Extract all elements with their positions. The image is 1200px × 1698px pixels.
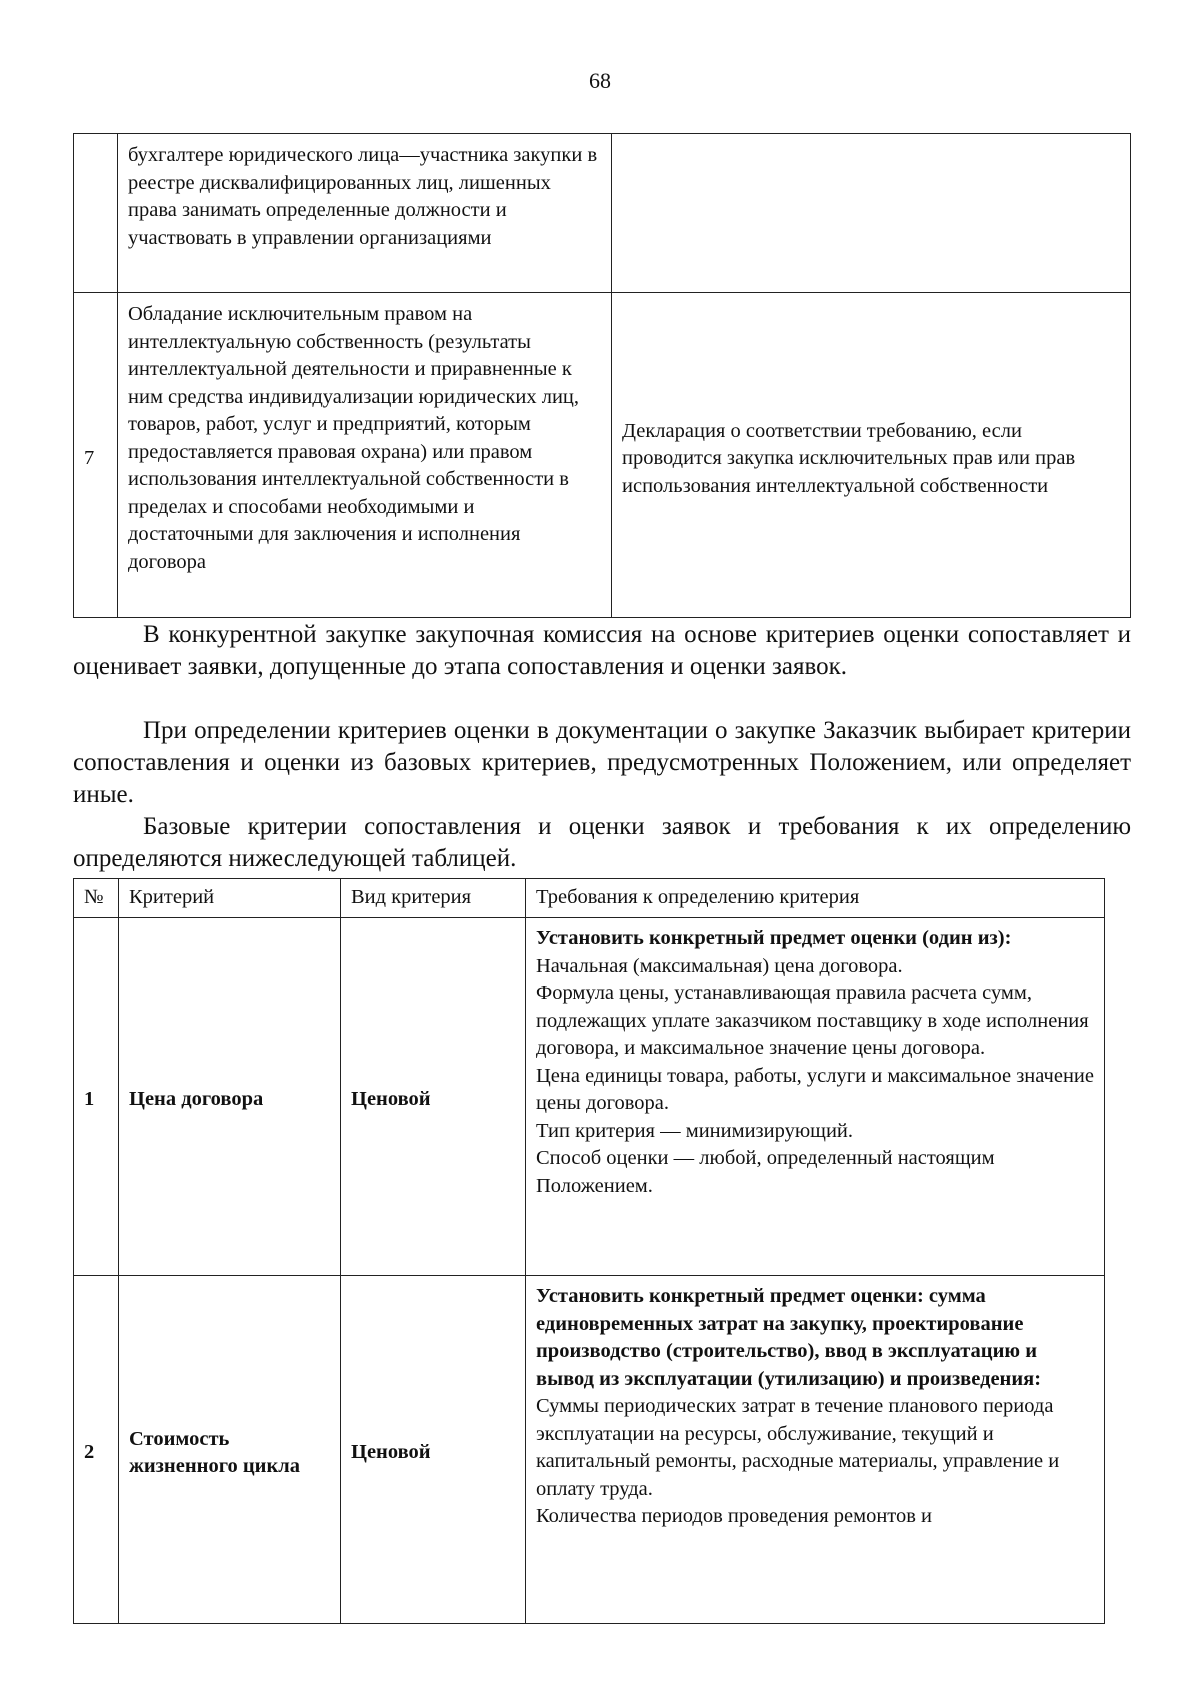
header-kind: Вид критерия	[341, 879, 526, 918]
requirement-line: Тип критерия — минимизирующий.	[536, 1119, 854, 1142]
row-number	[74, 134, 118, 293]
requirement-cell: бухгалтере юридического лица—участника закупки в реестре дисквалифицированных лиц, лишенных права занимать определенные должности и участвовать в управлении организациями	[118, 134, 612, 293]
requirement-line: Формула цены, устанавливающая правила расчета сумм, подлежащих уплате заказчиком поставщику в ходе исполнения договора, и максимальное значение цены договора.	[536, 982, 1089, 1059]
document-cell	[612, 134, 1131, 293]
paragraph	[73, 811, 1131, 875]
requirement-line: Способ оценки — любой, определенный настоящим Положением.	[536, 1147, 995, 1197]
paragraph-text: Базовые критерии сопоставления и оценки заявок и требования к их определению определяются нижеследующей таблицей.	[73, 813, 1131, 872]
row-number: 2	[74, 1276, 119, 1624]
kind-cell: Ценовой	[341, 918, 526, 1276]
table-row	[74, 134, 1131, 293]
header-criterion: Критерий	[119, 879, 341, 918]
paragraph-text: В конкурентной закупке закупочная комиссия на основе критериев оценки сопоставляет и оценивает заявки, допущенные до этапа сопоставления и оценки заявок.	[73, 621, 1131, 680]
requirements-cell	[526, 1276, 1105, 1624]
requirement-line: Начальная (максимальная) цена договора.	[536, 954, 903, 977]
header-number: №	[74, 879, 119, 918]
table-row	[74, 1276, 1105, 1624]
requirement-line: Количества периодов проведения ремонтов и	[536, 1505, 933, 1527]
paragraph	[73, 619, 1131, 683]
requirements-table-continued	[73, 133, 1131, 618]
requirement-line: Цена единицы товара, работы, услуги и максимальное значение цены договора.	[536, 1064, 1094, 1114]
requirements-cell	[526, 918, 1105, 1276]
document-cell: Декларация о соответствии требованию, если проводится закупка исключительных прав или прав использования интеллектуальной собственности	[612, 293, 1131, 618]
header-requirements: Требования к определению критерия	[526, 879, 1105, 918]
criterion-cell: Стоимость жизненного цикла	[119, 1276, 341, 1624]
requirement-heading: Установить конкретный предмет оценки (один из):	[536, 927, 1012, 949]
row-number: 7	[74, 293, 118, 618]
paragraph	[73, 715, 1131, 811]
table-row	[74, 918, 1105, 1276]
requirement-heading: Установить конкретный предмет оценки: сумма единовременных затрат на закупку, проектирование производство (строительство), ввод в эксплуатацию и вывод из эксплуатации (утилизацию) и произведения:	[536, 1285, 1042, 1390]
row-number: 1	[74, 918, 119, 1276]
page-number: 68	[589, 68, 611, 93]
criterion-cell: Цена договора	[119, 918, 341, 1276]
requirement-line: Суммы периодических затрат в течение планового периода эксплуатации на ресурсы, обслуживание, текущий и капитальный ремонты, расходные материалы, управление и оплату труда.	[536, 1395, 1060, 1500]
table-row	[74, 293, 1131, 618]
table-header-row	[74, 879, 1105, 918]
paragraph-text: При определении критериев оценки в документации о закупке Заказчик выбирает критерии сопоставления и оценки из базовых критериев, предусмотренных Положением, или определяет иные.	[73, 717, 1131, 808]
requirement-cell: Обладание исключительным правом на интеллектуальную собственность (результаты интеллектуальной деятельности и приравненные к ним средства индивидуализации юридических лиц, товаров, работ, услуг и предприятий, которым предоставляется правовая охрана) или правом использования интеллектуальной собственности в пределах и способами необходимыми и достаточными для заключения и исполнения договора	[118, 293, 612, 618]
criteria-table	[73, 878, 1105, 1624]
kind-cell: Ценовой	[341, 1276, 526, 1624]
